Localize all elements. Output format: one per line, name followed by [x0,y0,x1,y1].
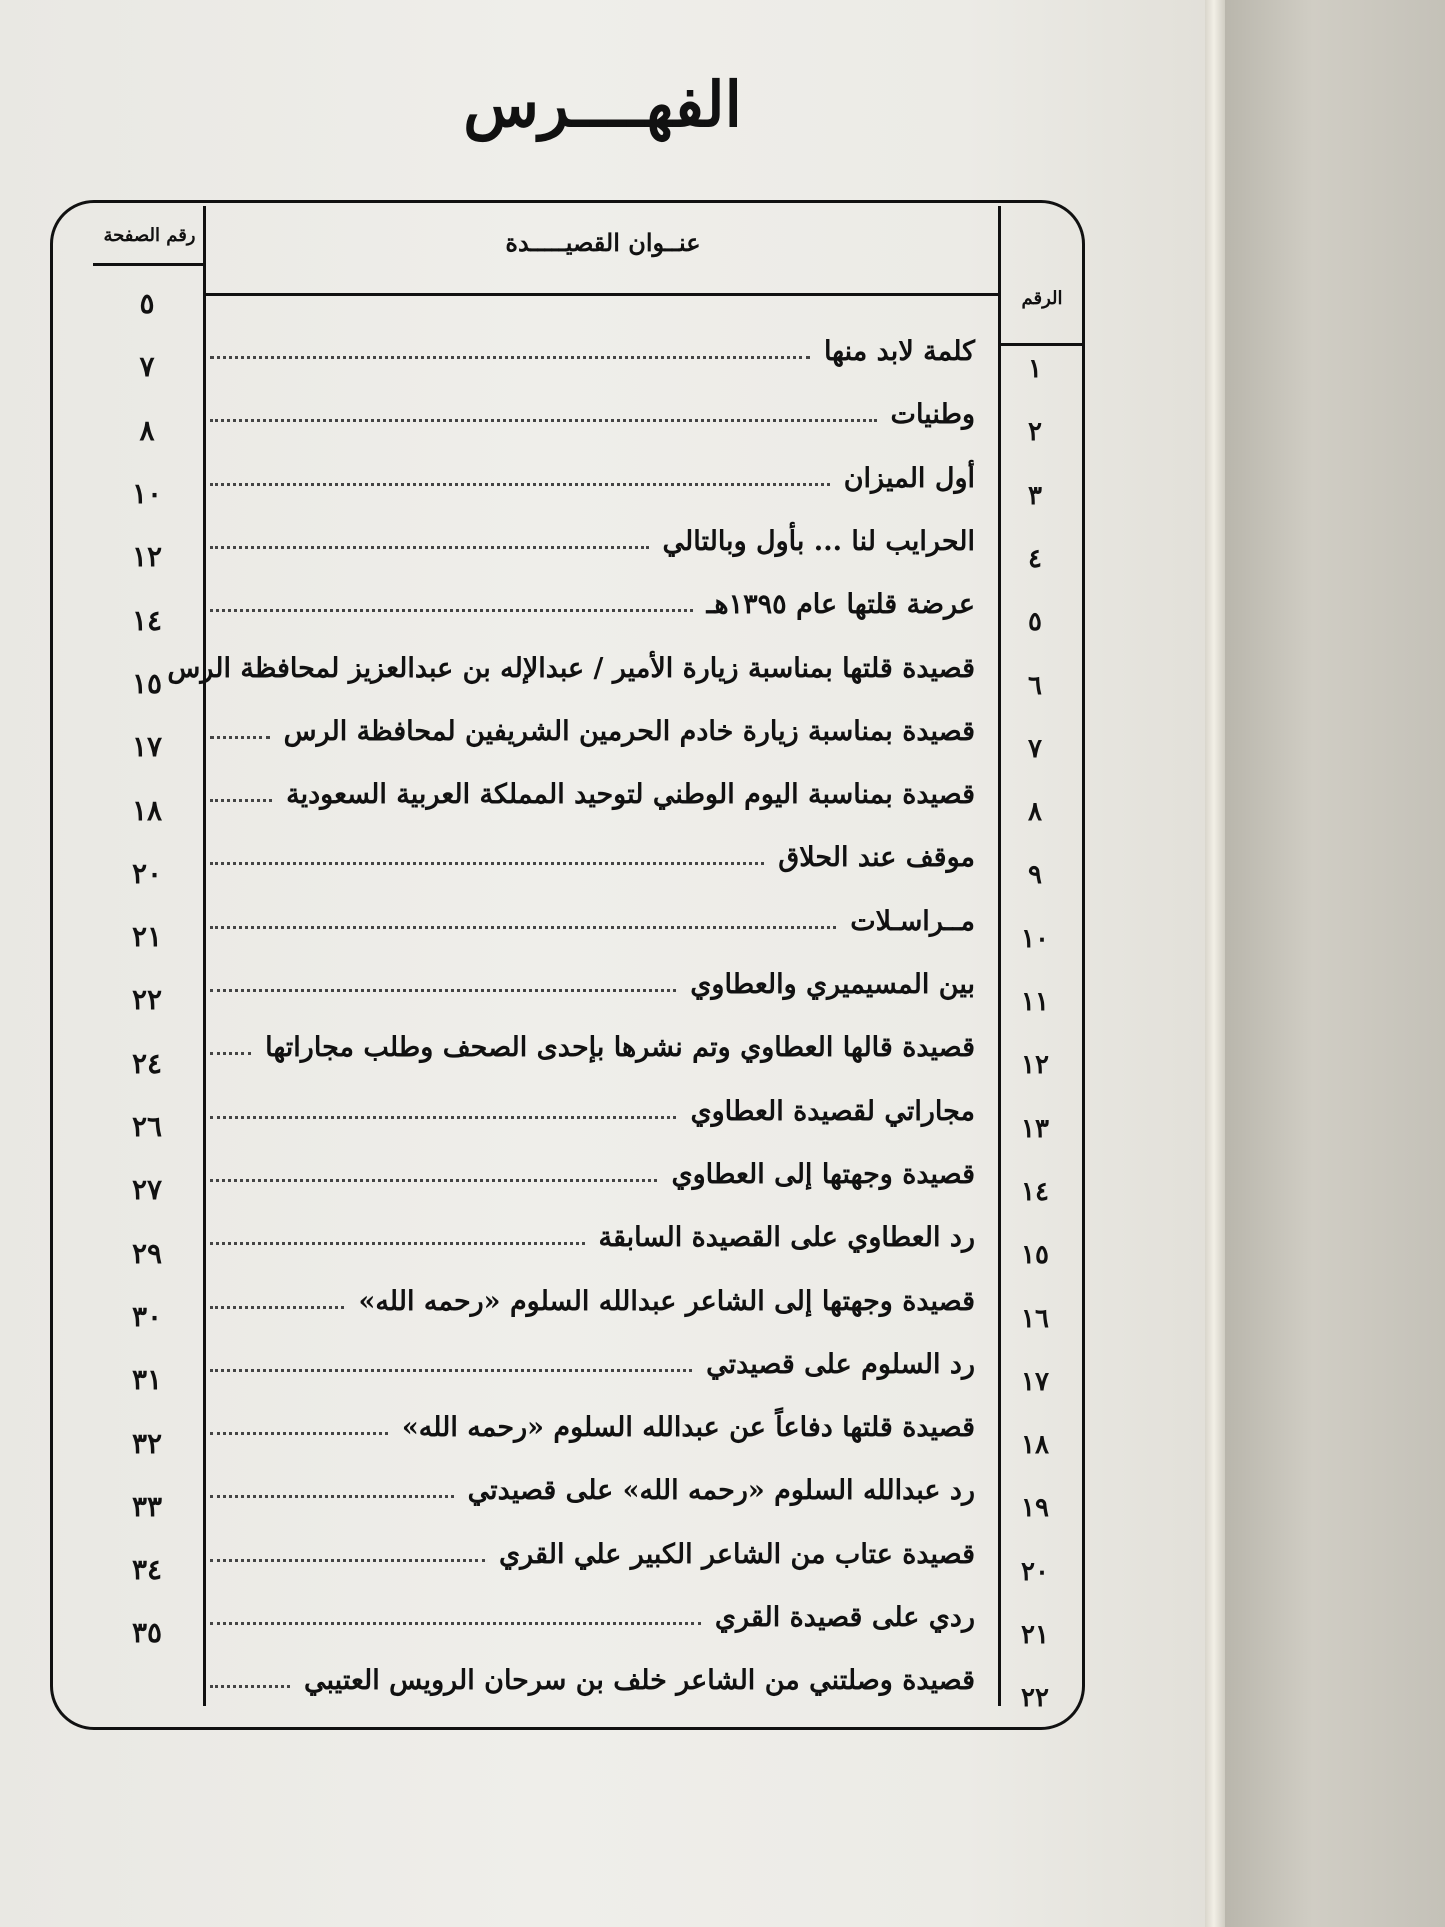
entry-title: مجاراتي لقصيدة العطاوي [690,1095,975,1127]
entry-number: ٣ [1028,480,1042,511]
entry-number: ٢٠ [1021,1556,1049,1587]
entry-page-number: ١٢ [131,540,163,574]
dot-leader [210,609,693,612]
header-page-column: رقم الصفحة [103,225,196,246]
dot-leader [210,1559,485,1562]
entry-title: قصيدة وصلتني من الشاعر خلف بن سرحان الرويس العتيبي [304,1665,975,1697]
entry-title: ردي على قصيدة القري [714,1602,975,1633]
entry-number: ٤ [1028,543,1042,574]
entry-page-number: ٣٢ [131,1426,163,1460]
dot-leader [210,1242,585,1245]
entry-title: الحرايب لنا ... بأول وبالتالي [662,525,975,557]
entry-title: قصيدة قالها العطاوي وتم نشرها بإحدى الصحف وطلب مجاراتها [265,1032,975,1064]
backdrop [1225,0,1445,1927]
entry-title: قصيدة وجهتها إلى العطاوي [671,1158,975,1190]
entry-number: ١١ [1021,987,1049,1017]
header-number-column: الرقم [1021,288,1063,309]
dot-leader [210,483,830,486]
entry-title: قصيدة قلتها بمناسبة زيارة الأمير / عبدالإله بن عبدالعزيز لمحافظة الرس [167,652,975,684]
entry-title: وطنيات [890,399,975,431]
entry-title: أول الميزان [843,462,975,494]
entry-title: قصيدة عتاب من الشاعر الكبير علي القري [499,1538,975,1570]
entry-page-number: ١٧ [131,730,163,764]
header-rule-page [93,263,206,266]
dot-leader [210,1179,657,1182]
entry-page-number: ١٠ [131,477,163,511]
entry-number: ٢١ [1021,1620,1049,1650]
entry-number: ١٣ [1021,1113,1049,1144]
entry-title: قصيدة قلتها دفاعاً عن عبدالله السلوم «رحمه الله» [401,1412,975,1444]
header-rule-title [203,293,1001,296]
entry-title: قصيدة وجهتها إلى الشاعر عبدالله السلوم «رحمه الله» [358,1285,975,1317]
entry-page-number: ٣١ [131,1363,163,1397]
entry-number: ١٤ [1021,1176,1049,1207]
entry-title: رد العطاوي على القصيدة السابقة [598,1222,975,1254]
entry-number: ٢ [1028,417,1042,448]
entry-number: ١٨ [1021,1430,1049,1461]
entry-title: بين المسيميري والعطاوي [690,969,975,1000]
entry-title: موقف عند الحلاق [778,842,975,874]
entry-page-number: ٣٠ [131,1299,163,1333]
entry-page-number: ٢٩ [131,1236,163,1270]
entry-title: قصيدة بمناسبة زيارة خادم الحرمين الشريفين لمحافظة الرس [283,715,975,747]
entry-number: ١ [1028,354,1042,384]
entry-page-number: ٢١ [131,920,163,954]
dot-leader [210,1495,454,1498]
entry-page-number: ١٤ [131,603,163,637]
entry-page-number: ٧ [139,350,155,384]
entry-page-number: ٢٢ [131,983,163,1017]
entry-number: ١٩ [1021,1493,1049,1524]
dot-leader [210,1685,290,1688]
entry-page-number: ٢٠ [131,856,163,890]
page-title: الفهــــرس [463,68,742,141]
entry-page-number: ٣٣ [131,1489,163,1523]
dot-leader [210,1116,676,1119]
dot-leader [210,862,764,865]
entry-title: رد السلوم على قصيدتي [706,1348,975,1380]
entry-page-number: ٢٤ [131,1046,163,1080]
entry-page-number: ٣٤ [131,1553,163,1587]
entry-number: ٦ [1028,670,1042,701]
entry-number: ١٧ [1021,1366,1049,1397]
entry-title: كلمة لابد منها [823,336,975,367]
dot-leader [210,736,270,739]
dot-leader [210,926,836,929]
entry-number: ١٦ [1021,1303,1049,1334]
entry-title: رد عبدالله السلوم «رحمه الله» على قصيدتي [467,1475,975,1507]
dot-leader [210,356,810,359]
entry-page-number: ٨ [139,413,155,447]
dot-leader [210,799,272,802]
entry-page-number: ٥ [139,287,155,321]
entry-number: ١٠ [1021,923,1049,954]
dot-leader [210,546,649,549]
entry-number: ٥ [1028,607,1042,638]
dot-leader [210,989,676,992]
entry-number: ١٥ [1021,1240,1049,1271]
dot-leader [210,1052,251,1055]
entry-number: ٧ [1028,733,1042,764]
entry-page-number: ٢٦ [131,1110,163,1144]
dot-leader [210,419,877,422]
dot-leader [210,1306,344,1309]
dot-leader [210,1622,701,1625]
entry-number: ١٢ [1021,1050,1049,1081]
page-edge [1205,0,1225,1927]
entry-title: مــراسـلات [850,905,975,937]
entry-page-number: ٣٥ [131,1616,163,1650]
entry-page-number: ١٨ [131,793,163,827]
header-title-column: عنــوان القصيـــــدة [505,228,701,257]
entry-page-number: ١٥ [131,666,163,700]
entry-number: ٩ [1028,860,1042,891]
entry-page-number: ٢٧ [131,1173,163,1207]
entry-title: قصيدة بمناسبة اليوم الوطني لتوحيد المملكة العربية السعودية [286,779,975,811]
entry-number: ٢٢ [1021,1683,1049,1714]
entry-number: ٨ [1028,797,1042,828]
dot-leader [210,1369,692,1372]
dot-leader [210,1432,388,1435]
entry-title: عرضة قلتها عام ١٣٩٥هـ [706,589,975,621]
